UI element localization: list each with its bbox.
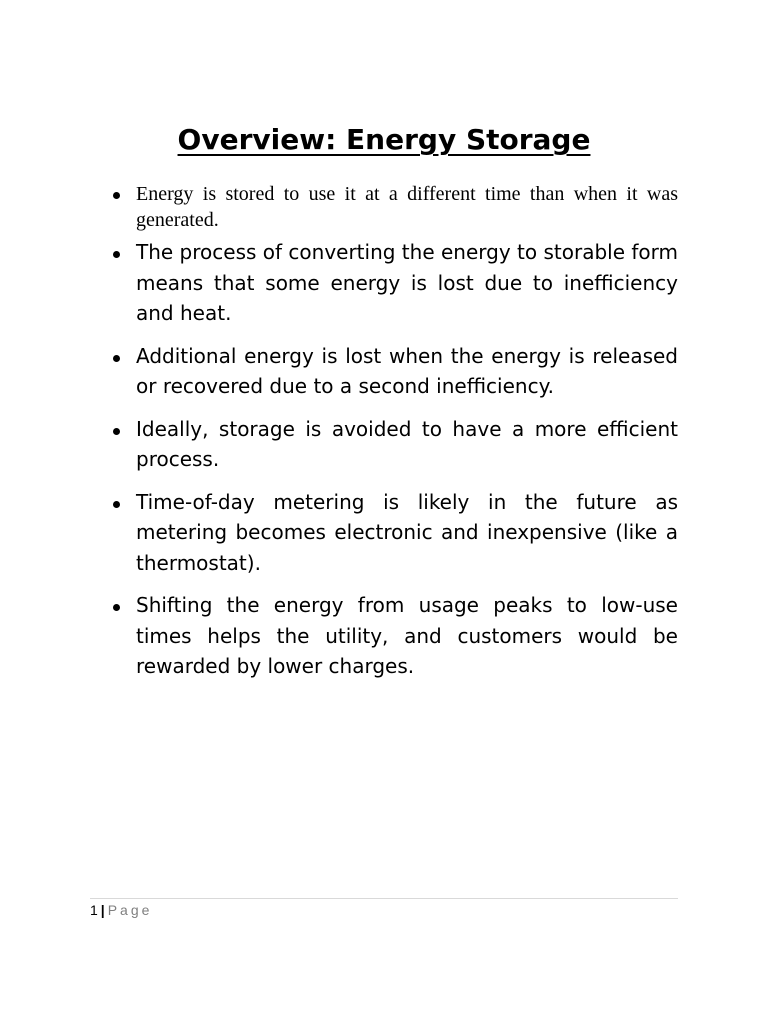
list-item-text: Ideally, storage is avoided to have a more efficient process. [136, 416, 678, 471]
list-item-text: Time-of-day metering is likely in the future as metering becomes electronic and inexpensive (like a thermostat). [136, 489, 678, 575]
list-item [108, 487, 678, 579]
page-footer [90, 898, 678, 919]
list-item [108, 590, 678, 682]
bullet-list [108, 181, 678, 694]
list-item [108, 414, 678, 475]
list-item-text: The process of converting the energy to storable form means that some energy is lost due to inefficiency and heat. [136, 240, 678, 325]
bullet-icon [113, 501, 120, 508]
page-title: Overview: Energy Storage [177, 123, 591, 156]
bullet-icon [113, 604, 120, 611]
list-item-text: Shifting the energy from usage peaks to low-use times helps the utility, and customers would be rewarded by lower charges. [136, 593, 678, 678]
page-number: 1 [90, 902, 98, 918]
list-item [108, 237, 678, 329]
list-item [108, 181, 678, 233]
bullet-icon [113, 355, 120, 362]
footer-separator: | [100, 902, 105, 918]
bullet-icon [113, 251, 120, 258]
page-label: Page [107, 902, 153, 918]
list-item-text: Energy is stored to use it at a different time than when it was generated. [136, 183, 678, 231]
bullet-icon [113, 428, 120, 435]
list-item [108, 341, 678, 402]
list-item-text: Additional energy is lost when the energy is released or recovered due to a second inefficiency. [136, 343, 678, 398]
bullet-icon [113, 192, 120, 199]
